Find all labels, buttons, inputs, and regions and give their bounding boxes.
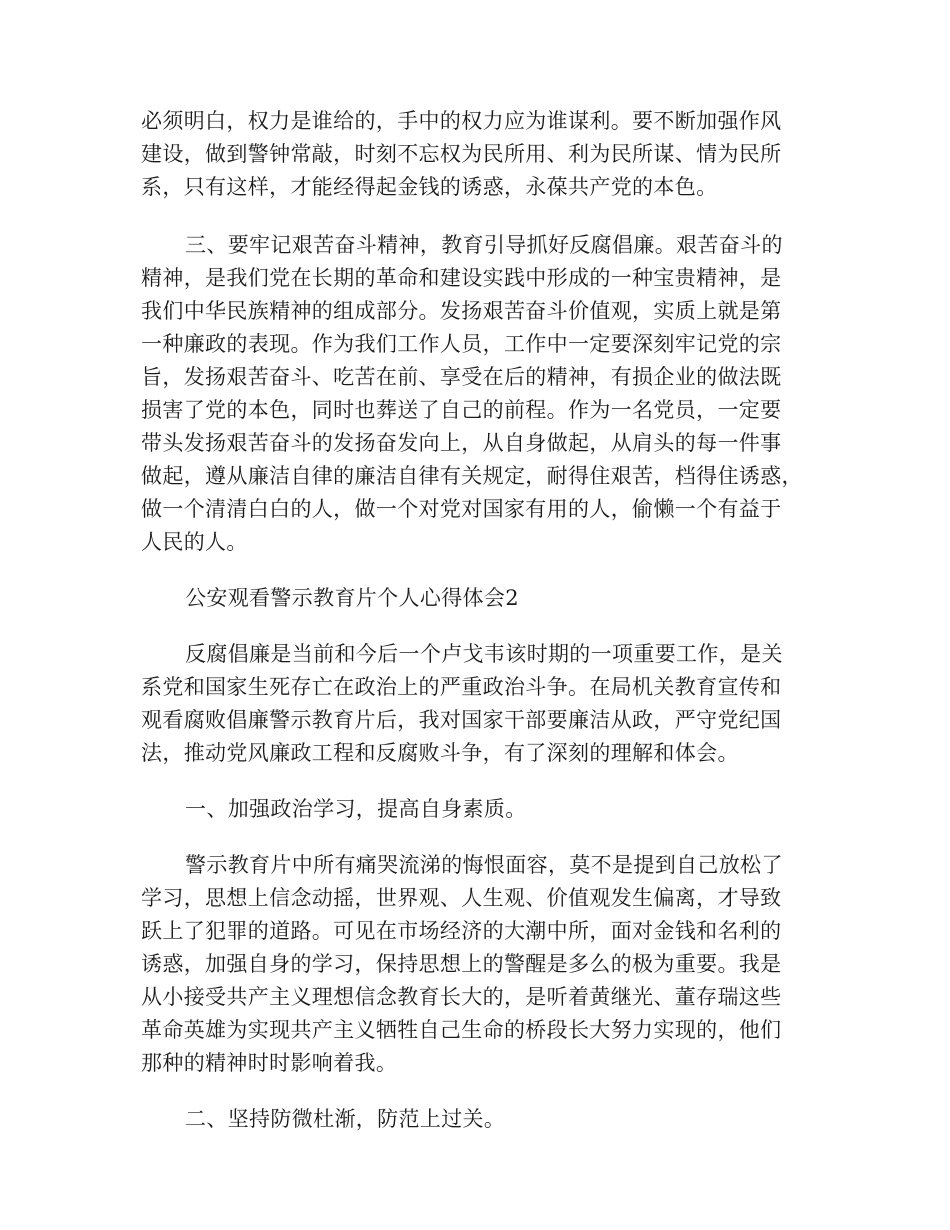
text-line: 从小接受共产主义理想信念教育长大的，是听着黄继光、董存瑞这些 <box>141 985 782 1009</box>
text-line: 旨，发扬艰苦奋斗、吃苦在前、享受在后的精神，有损企业的做法既 <box>141 365 782 389</box>
document-subtitle: 公安观看警示教育片个人心得体会2 <box>185 586 519 610</box>
text-line: 精神，是我们党在长期的革命和建设实践中形成的一种宝贵精神，是 <box>141 266 782 290</box>
text-line: 反腐倡廉是当前和今后一个卢戈韦该时期的一项重要工作，是关 <box>185 642 783 666</box>
text-line: 带头发扬艰苦奋斗的发扬奋发向上，从自身做起，从肩头的每一件事 <box>141 431 782 455</box>
text-line: 学习，思想上信念动摇，世界观、人生观、价值观发生偏离，才导致 <box>141 886 782 910</box>
text-line: 那种的精神时时影响着我。 <box>141 1051 398 1075</box>
text-line: 诱惑，加强自身的学习，保持思想上的警醒是多么的极为重要。我是 <box>141 952 782 976</box>
text-line: 做一个清清白白的人，做一个对党对国家有用的人，偷懒一个有益于 <box>141 497 782 521</box>
text-line: 我们中华民族精神的组成部分。发扬艰苦奋斗价值观，实质上就是第 <box>141 299 782 323</box>
section-heading-line: 二、坚持防微杜渐，防范上过关。 <box>185 1107 506 1131</box>
text-line: 人民的人。 <box>141 530 248 554</box>
text-line: 革命英雄为实现共产主义牺牲自己生命的桥段长大努力实现的，他们 <box>141 1018 782 1042</box>
text-line: 系，只有这样，才能经得起金钱的诱惑，永葆共产党的本色。 <box>141 175 718 199</box>
section-heading-line: 一、加强政治学习，提高自身素质。 <box>185 797 527 821</box>
text-line: 法，推动党风廉政工程和反腐败斗争，有了深刻的理解和体会。 <box>141 741 739 765</box>
text-line: 观看腐败倡廉警示教育片后，我对国家干部要廉洁从政，严守党纪国 <box>141 708 782 732</box>
text-line: 做起，遵从廉洁自律的廉洁自律有关规定，耐得住艰苦，档得住诱惑， <box>141 464 803 488</box>
text-line: 系党和国家生死存亡在政治上的严重政治斗争。在局机关教育宣传和 <box>141 675 782 699</box>
text-line: 一种廉政的表现。作为我们工作人员，工作中一定要深刻牢记党的宗 <box>141 332 782 356</box>
text-line: 建设，做到警钟常敲，时刻不忘权为民所用、利为民所谋、情为民所 <box>141 142 782 166</box>
text-line: 损害了党的本色，同时也葬送了自己的前程。作为一名党员，一定要 <box>141 398 782 422</box>
text-line: 跃上了犯罪的道路。可见在市场经济的大潮中所，面对金钱和名利的 <box>141 919 782 943</box>
text-line: 警示教育片中所有痛哭流涕的悔恨面容，莫不是提到自己放松了 <box>185 853 783 877</box>
section-heading-line: 三、要牢记艰苦奋斗精神，教育引导抓好反腐倡廉。艰苦奋斗的 <box>185 233 783 257</box>
text-line: 必须明白，权力是谁给的，手中的权力应为谁谋利。要不断加强作风 <box>141 109 782 133</box>
